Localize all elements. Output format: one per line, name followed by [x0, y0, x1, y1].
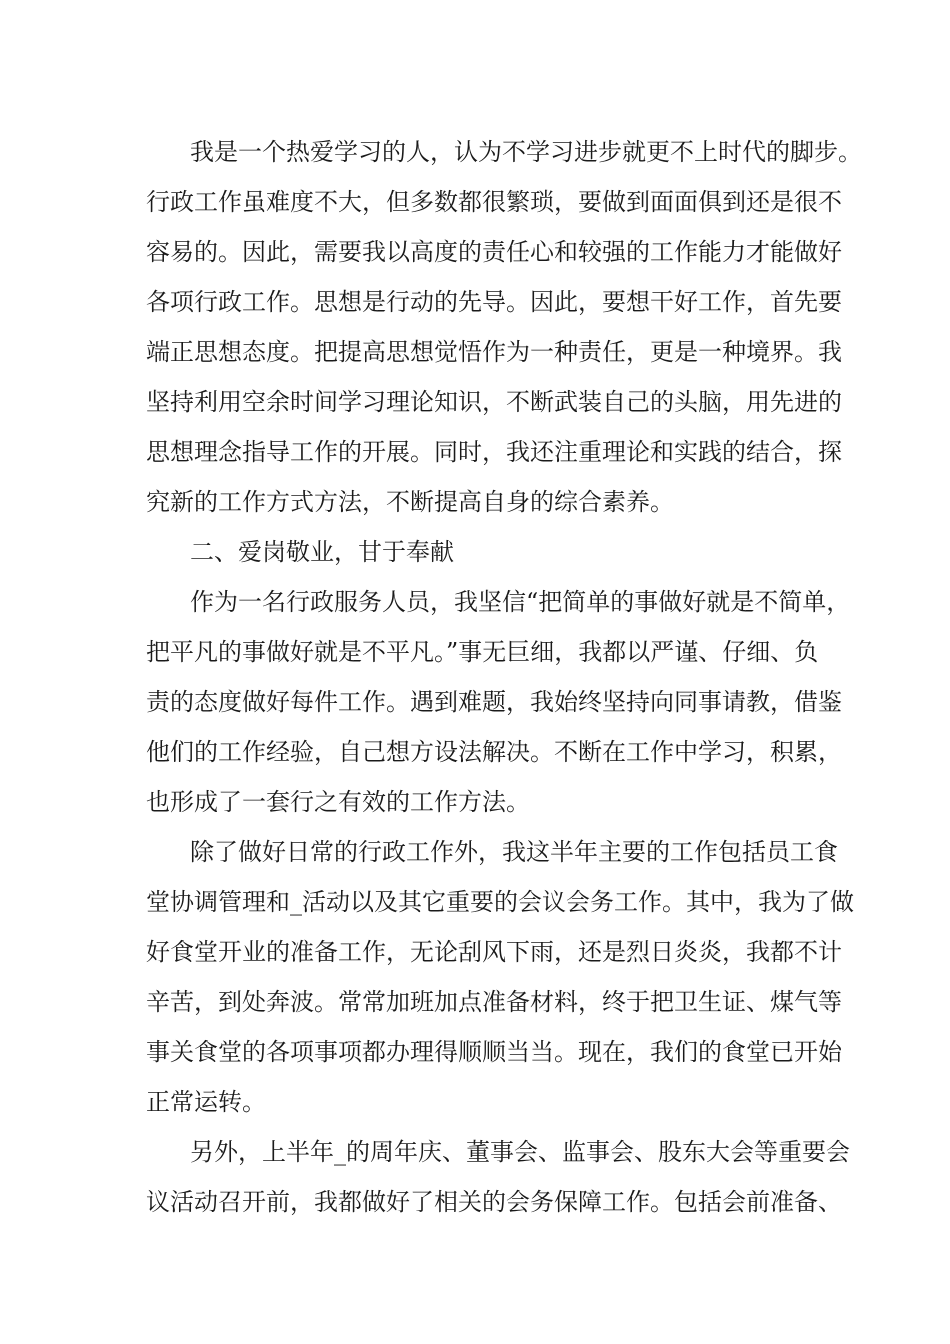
text-line: 好食堂开业的准备工作，无论刮风下雨，还是烈日炎炎，我都不计 [146, 938, 842, 966]
text-line: 行政工作虽难度不大，但多数都很繁琐，要做到面面俱到还是很不 [146, 188, 842, 216]
text-line: 也形成了一套行之有效的工作方法。 [146, 788, 530, 816]
text-line: 我是一个热爱学习的人，认为不学习进步就更不上时代的脚步。 [190, 138, 862, 166]
text-line: 责的态度做好每件工作。遇到难题，我始终坚持向同事请教，借鉴 [146, 688, 842, 716]
paragraph-canteen [146, 827, 854, 1127]
document-body [146, 127, 862, 1227]
text-line: 端正思想态度。把提高思想觉悟作为一种责任，更是一种境界。我 [146, 338, 842, 366]
text-line: 议活动召开前，我都做好了相关的会务保障工作。包括会前准备、 [146, 1188, 842, 1216]
paragraph-meetings [146, 1127, 850, 1227]
text-line: 正常运转。 [146, 1088, 266, 1116]
text-line: 各项行政工作。思想是行动的先导。因此，要想干好工作，首先要 [146, 288, 842, 316]
paragraph-dedication [146, 577, 851, 827]
paragraph-study [146, 127, 862, 527]
text-line: 容易的。因此，需要我以高度的责任心和较强的工作能力才能做好 [146, 238, 842, 266]
text-line: 作为一名行政服务人员，我坚信“把简单的事做好就是不简单， [190, 588, 851, 616]
text-line: 他们的工作经验，自己想方设法解决。不断在工作中学习，积累， [146, 738, 842, 766]
text-line: 辛苦，到处奔波。常常加班加点准备材料，终于把卫生证、煤气等 [146, 988, 842, 1016]
text-line: 事关食堂的各项事项都办理得顺顺当当。现在，我们的食堂已开始 [146, 1038, 842, 1066]
text-line: 把平凡的事做好就是不平凡。”事无巨细，我都以严谨、仔细、负 [146, 638, 819, 666]
text-line: 另外，上半年_的周年庆、董事会、监事会、股东大会等重要会 [190, 1138, 850, 1166]
text-line: 思想理念指导工作的开展。同时，我还注重理论和实践的结合，探 [146, 438, 842, 466]
text-line: 坚持利用空余时间学习理论知识，不断武装自己的头脑，用先进的 [146, 388, 842, 416]
text-line: 除了做好日常的行政工作外，我这半年主要的工作包括员工食 [190, 838, 838, 866]
section-heading [146, 527, 810, 577]
section-heading-text: 二、爱岗敬业，甘于奉献 [190, 538, 454, 566]
text-line: 堂协调管理和_活动以及其它重要的会议会务工作。其中，我为了做 [146, 888, 854, 916]
text-line: 究新的工作方式方法，不断提高自身的综合素养。 [146, 488, 674, 516]
